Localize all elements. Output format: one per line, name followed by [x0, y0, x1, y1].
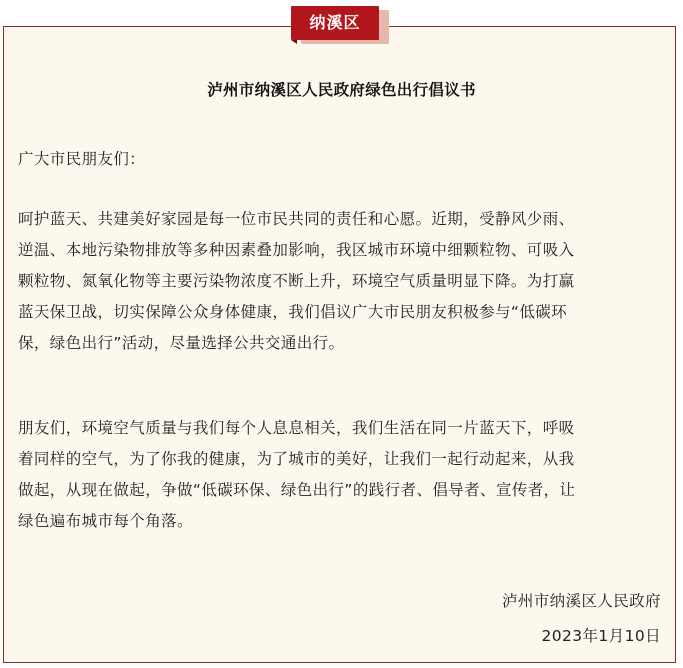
greeting: 广大市民朋友们：	[18, 150, 146, 168]
paragraph-1	[18, 204, 663, 359]
paragraph-line: 逆温、本地污染物排放等多种因素叠加影响，我区城市环境中细颗粒物、可吸入	[18, 241, 575, 259]
paragraph-line: 保，绿色出行”活动，尽量选择公共交通出行。	[18, 334, 345, 352]
signature-block	[502, 584, 661, 654]
paragraph-line: 做起，从现在做起，争做“低碳环保、绿色出行”的践行者、倡导者、宣传者，让	[18, 481, 576, 499]
paragraph-line: 绿色遍布城市每个角落。	[18, 512, 193, 530]
paragraph-line: 呵护蓝天、共建美好家园是每一位市民共同的责任和心愿。近期，受静风少雨、	[18, 210, 575, 228]
paragraph-line: 颗粒物、氮氧化物等主要污染物浓度不断上升，环境空气质量明显下降。为打赢	[18, 272, 575, 290]
issue-date: 2023年1月10日	[541, 627, 661, 645]
paragraph-line: 朋友们，环境空气质量与我们每个人息息相关，我们生活在同一片蓝天下，呼吸	[18, 419, 575, 437]
paragraph-2	[18, 413, 663, 537]
tag-label: 纳溪区	[291, 6, 379, 40]
issuer-name: 泸州市纳溪区人民政府	[501, 592, 661, 610]
district-tag	[291, 6, 391, 44]
paragraph-line: 着同样的空气，为了你我的健康，为了城市的美好，让我们一起行动起来，从我	[18, 450, 575, 468]
paragraph-line: 蓝天保卫战，切实保障公众身体健康，我们倡议广大市民朋友积极参与“低碳环	[18, 303, 568, 321]
tag-fold	[291, 40, 297, 44]
document-title: 泸州市纳溪区人民政府绿色出行倡议书	[207, 81, 476, 99]
